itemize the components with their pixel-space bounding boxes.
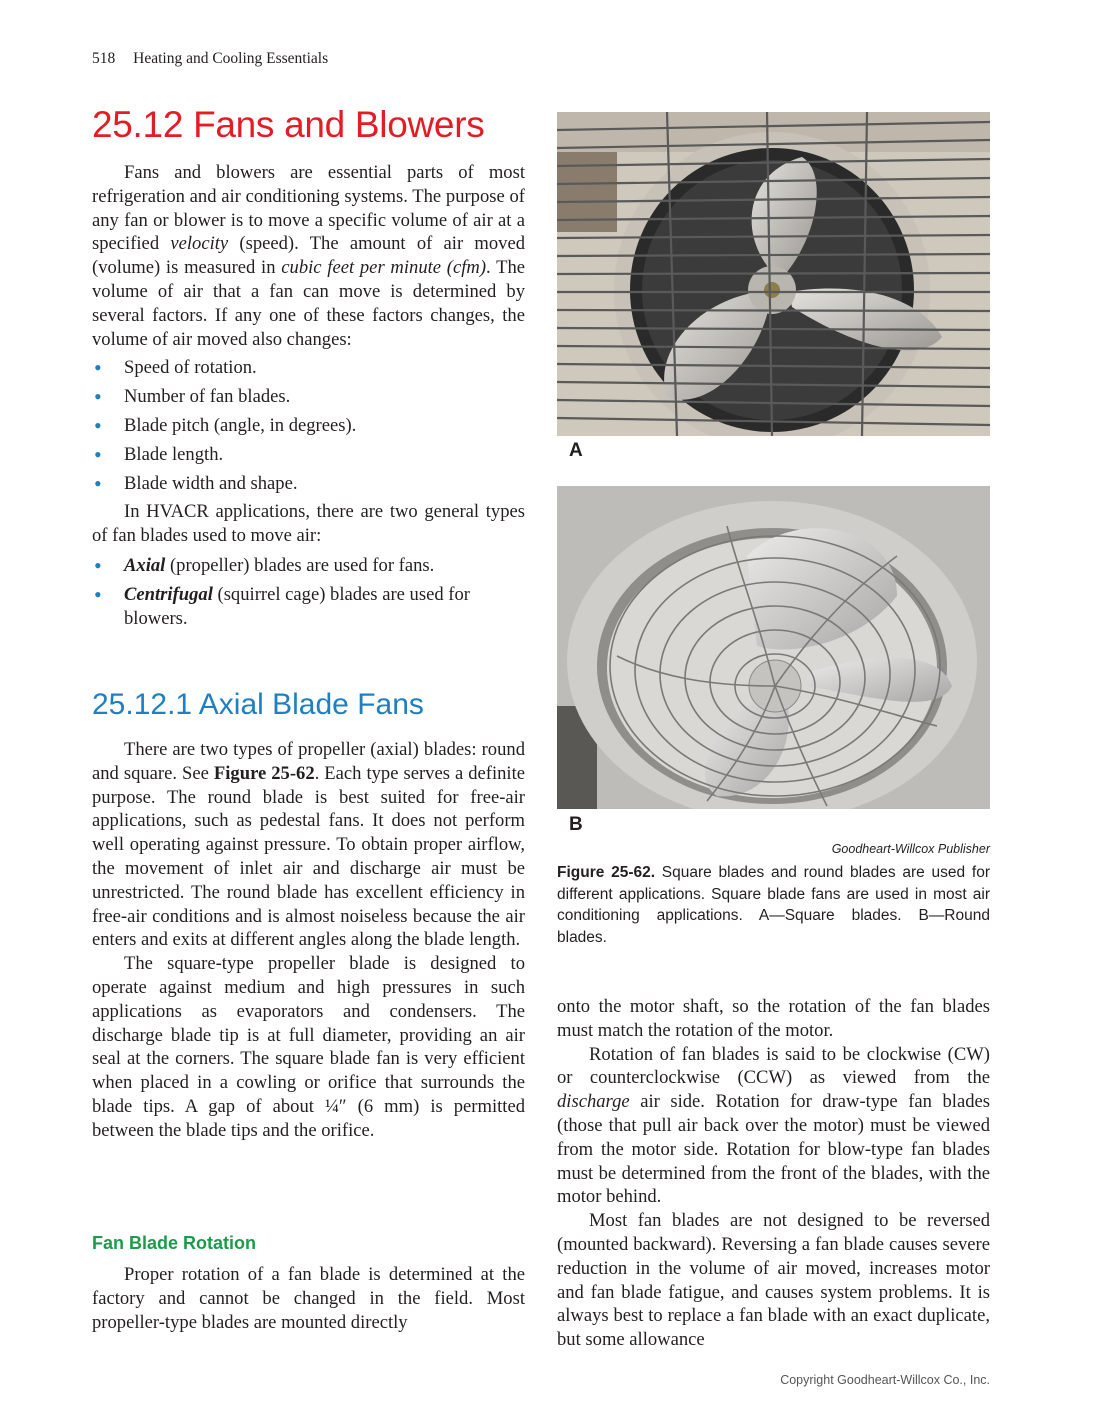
subsection-title: 25.12.1 Axial Blade Fans xyxy=(92,688,424,721)
factor-list xyxy=(92,356,525,495)
page-number: 518 xyxy=(92,50,116,67)
list-item: • Blade length. xyxy=(92,443,525,467)
types-paragraph: In HVACR applications, there are two general types of fan blades used to move air: xyxy=(92,501,525,547)
term-discharge: discharge xyxy=(557,1091,630,1113)
running-head xyxy=(92,50,328,68)
term-cfm: cubic feet per minute (cfm) xyxy=(281,257,487,279)
figure-reference: Figure 25-62 xyxy=(213,762,315,784)
figure-credit: Goodheart-Willcox Publisher xyxy=(831,842,990,856)
copyright-footer: Copyright Goodheart-Willcox Co., Inc. xyxy=(780,1373,990,1387)
list-item: • Blade width and shape. xyxy=(92,472,525,496)
book-title: Heating and Cooling Essentials xyxy=(133,50,329,67)
list-item: • Axial (propeller) blades are used for fans. xyxy=(92,554,525,578)
list-item: • Blade pitch (angle, in degrees). xyxy=(92,414,525,438)
photo-round-blade-fan xyxy=(557,486,990,809)
rotation-paragraph-1: Proper rotation of a fan blade is determined at the factory and cannot be changed in the field. Most propeller-type blades are mounted directly xyxy=(92,1264,525,1333)
figure-label-a: A xyxy=(569,440,583,461)
list-item: • Speed of rotation. xyxy=(92,356,525,380)
rotation-text-right xyxy=(557,995,990,1352)
intro-text xyxy=(92,161,525,635)
list-item: • Centrifugal (squirrel cage) blades are used for blowers. xyxy=(92,583,525,631)
axial-paragraph-1: There are two types of propeller (axial) blades: round and square. See Figure 25-62. Each type serves a definite purpose. The round blade is best suited for free-air applications, such as pedestal fans. It does not perform well operating against pressure. To obtain proper airflow, the movement of inlet air and discharge air must be unrestricted. The round blade has excellent efficiency in free-air conditions and is almost noiseless because the air enters and exits at different angles along the blade length. xyxy=(92,739,525,951)
rotation-paragraph-3: Most fan blades are not designed to be reversed (mounted backward). Reversing a fan blade causes severe reduction in the volume of air moved, increases motor and fan blade fatigue, and causes system problems. It is always best to replace a fan blade with an exact duplicate, but some allowance xyxy=(557,1210,990,1351)
list-item: • Number of fan blades. xyxy=(92,385,525,409)
term-velocity: velocity xyxy=(170,233,229,255)
axial-paragraph-2: The square-type propeller blade is designed to operate against medium and high pressures in such applications as evaporators and condensers. The discharge blade tip is at full diameter, providing an air seal at the corners. The square blade fan is very efficient when placed in a cowling or orifice that surrounds the blade tips. A gap of about ¼″ (6 mm) is permitted between the blade tips and the orifice. xyxy=(92,953,525,1141)
section-title: 25.12 Fans and Blowers xyxy=(92,104,485,145)
rotation-heading: Fan Blade Rotation xyxy=(92,1233,257,1253)
rotation-paragraph-2: Rotation of fan blades is said to be clockwise (CW) or counterclockwise (CCW) as viewed from the discharge air side. Rotation for draw-type fan blades (those that pull air back over the motor) must be viewed from the motor side. Rotation for blow-type fan blades must be determined from the front of the blades, with the motor behind. xyxy=(557,1043,990,1208)
figure-caption: Figure 25-62. Square blades and round blades are used for different applications. Square blade fans are used in most air conditioning applications. A—Square blades. B—Round blades. xyxy=(557,864,990,946)
axial-text xyxy=(92,738,525,1143)
intro-paragraph: Fans and blowers are essential parts of most refrigeration and air conditioning systems. The purpose of any fan or blower is to move a specific volume of air at a specified velocity (speed). The amount of air moved (volume) is measured in cubic feet per minute (cfm). The volume of air that a fan can move is determined by several factors. If any one of these factors changes, the volume of air moved also changes: xyxy=(92,162,526,350)
rotation-text-left xyxy=(92,1263,525,1334)
photo-square-blade-fan xyxy=(557,112,990,436)
rotation-paragraph-1-cont: onto the motor shaft, so the rotation of the fan blades must match the rotation of the motor. xyxy=(557,996,990,1041)
figure-number: Figure 25-62. xyxy=(557,864,656,881)
blade-type-list xyxy=(92,554,525,630)
figure-label-b: B xyxy=(569,814,583,835)
